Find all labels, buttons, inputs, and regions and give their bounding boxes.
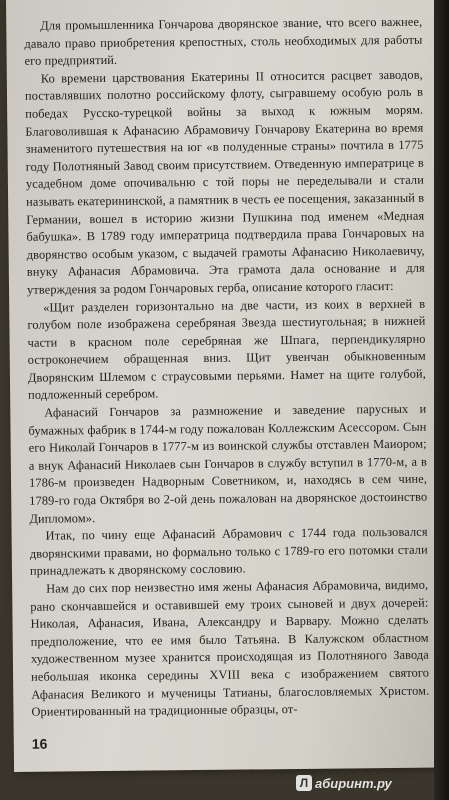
- paragraph: Итак, по чину еще Афанасий Абрамович с 1744 года пользовался дворянскими правами, но формально только с 1789-го его потомки стали принадлежать к дворянскому сословию.: [29, 524, 428, 579]
- body-text: [24, 14, 429, 722]
- book-spine-shadow: [434, 0, 449, 800]
- quote-paragraph: «Щит разделен горизонтально на две части, из коих в верхней в голубом поле изображена серебряная Звезда шестиугольная; в нижней части в красном поле серебряная же Шпага, перпендикулярно остроконечием обращенная вниз. Щит увенчан обыкновенным Дворянским Шлемом с страусовыми перьями. Намет на щите голубой, подложенный серебром.: [27, 296, 427, 403]
- labirint-logo-icon: Л: [296, 775, 312, 791]
- paragraph: Для промышленника Гончарова дворянское звание, что всего важнее, давало право приобретения крепостных, столь необходимых для работы его предприятий.: [24, 14, 423, 68]
- book-page: [6, 0, 442, 772]
- paragraph: Ко времени царствования Екатерины II относится расцвет заводов, поставлявших полотно российскому флоту, сыгравшему особую роль в победах Русско-турецкой войны за выход к южным морям. Благоволившая к Афанасию Абрамовичу Гончарову Екатерина во время знаменитого путешествия на юг «в полуденные страны» почтила в 1775 году Полотняный Завод своим присутствием. Отведенную императрице в усадебном доме опочивальню с той поры не переделывали и стали называть екатерининской, а памятник в честь ее посещения, заказанный в Германии, вошел в историю жизни Пушкина под именем «Медная бабушка». В 1789 году императрица подтвердила права Гончаровых на дворянство особым указом, с выдачей грамоты Афанасию Николаевичу, внуку Афанасия Абрамовича. Эта грамота дала основание и для утверждения за родом Гончаровых герба, описание которого гласит:: [24, 67, 425, 297]
- paragraph: Нам до сих пор неизвестно имя жены Афанасия Абрамовича, видимо, рано скончавшейся и оставившей ему троих сыновей и двух дочерей: Николая, Афанасия, Ивана, Александру и Варвару. Можно сделать предположение, что ее имя было Татьяна. В Калужском областном художественном музее хранится происходящая из Полотняного Завода небольшая иконка середины XVIII века с изображением святого Афанасия Великого и мученицы Татианы, благословляемых Христом. Ориентированный на традиционные образцы, от-: [30, 577, 430, 719]
- watermark: [296, 775, 392, 791]
- paragraph: Афанасий Гончаров за размножение и заведение парусных и бумажных фабрик в 1744-м году пожалован Коллежским Асессором. Сын его Николай Гончаров в 1777-м из воинской службы отставлен Маиором; а внук Афанасий Николаев сын Гончаров в службу вступил в 1770-м, а в 1786-м произведен Надворным Советником, и, находясь в сем чине, 1789-го года Октября во 2-ой день пожалован на дворянское достоинство Дипломом».: [28, 401, 428, 526]
- page-number: 16: [31, 735, 48, 752]
- watermark-text: абиринт.ру: [315, 775, 392, 791]
